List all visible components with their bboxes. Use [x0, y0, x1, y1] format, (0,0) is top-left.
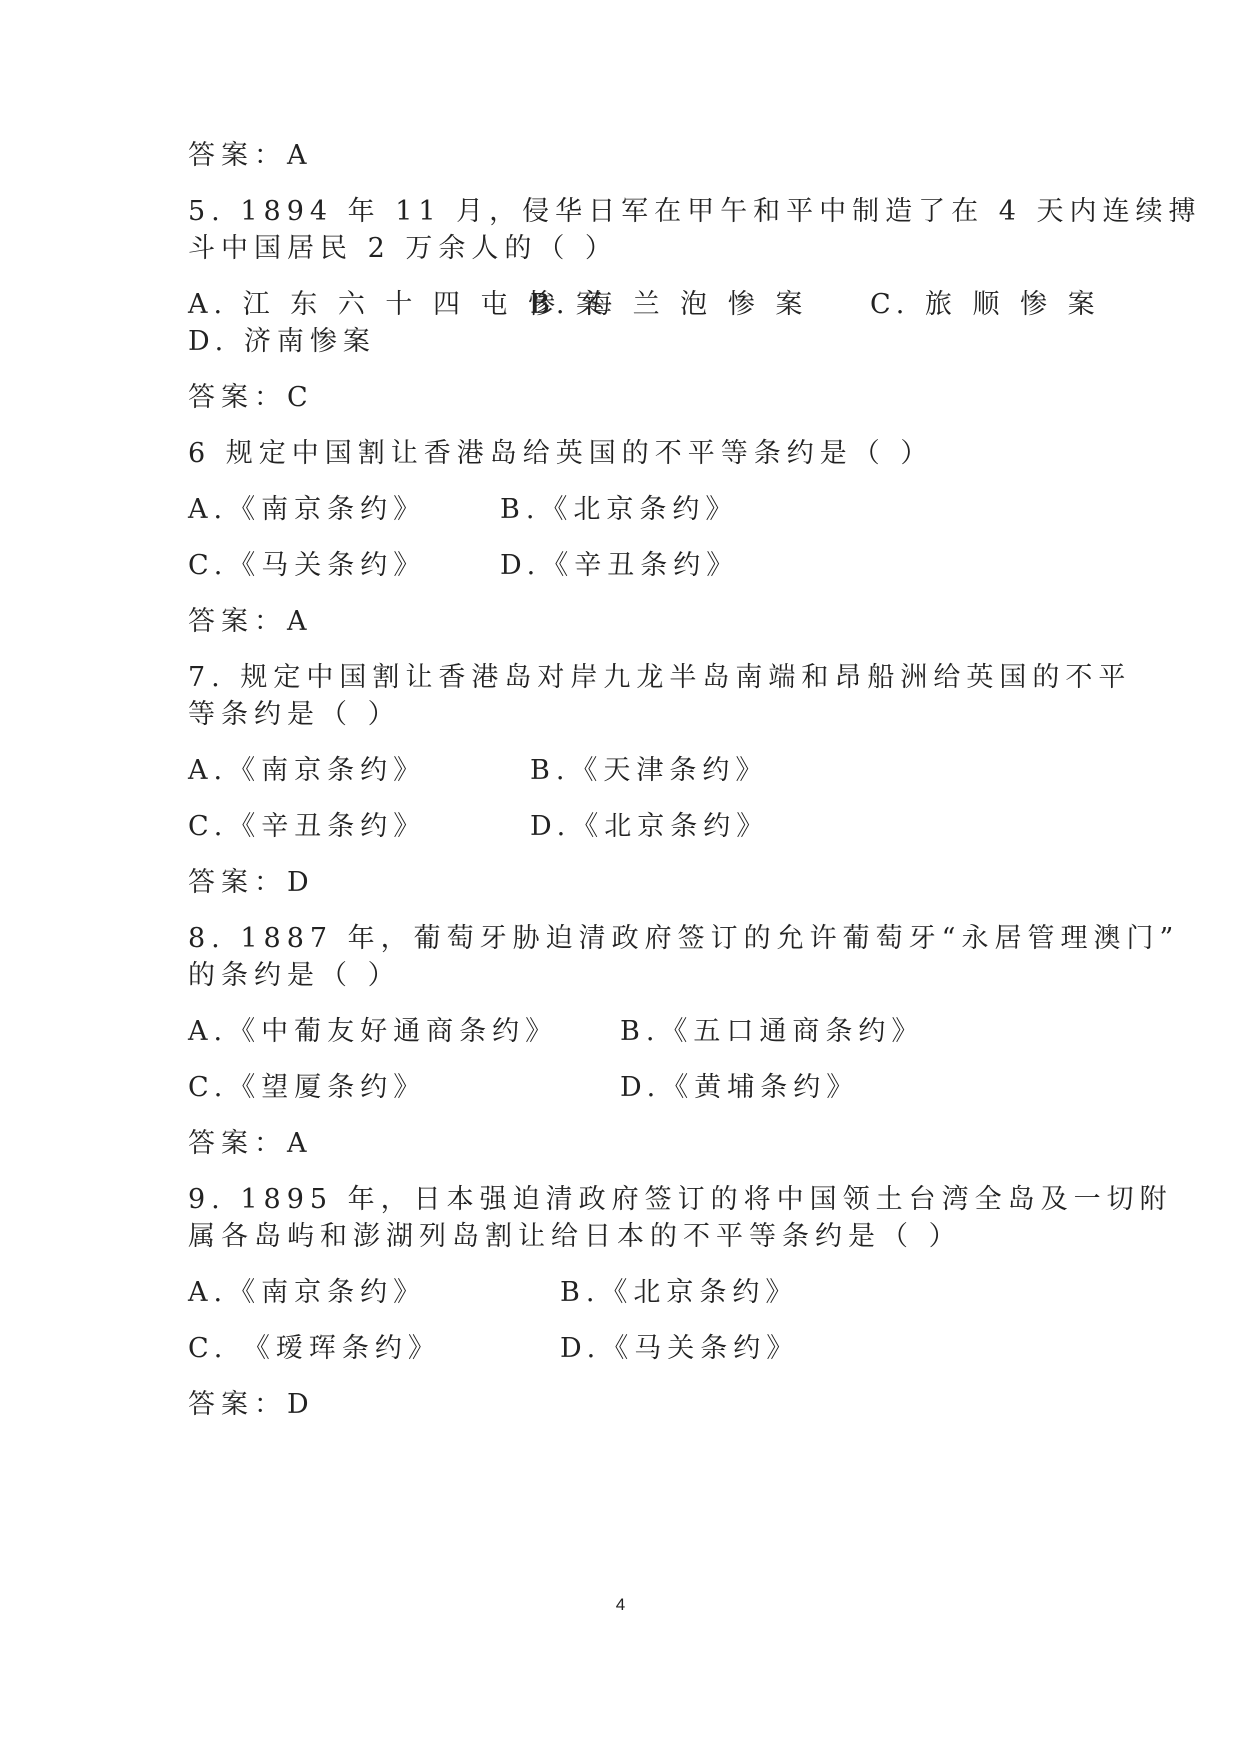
- question-8-stem-line1: 8. 1887 年，葡萄牙胁迫清政府签订的允许葡萄牙“永居管理澳门”: [188, 923, 1180, 954]
- question-8-option-d: D.《黄埔条约》: [620, 1072, 860, 1103]
- question-8-option-c: C.《望厦条约》: [188, 1072, 427, 1103]
- answer-q8: 答案：A: [188, 1128, 313, 1159]
- question-5-option-d: D. 济南惨案: [188, 326, 376, 357]
- question-7-option-a: A.《南京条约》: [188, 755, 427, 786]
- question-8-option-b: B.《五口通商条约》: [620, 1016, 925, 1047]
- question-8-stem-line2: 的条约是（ ）: [188, 960, 401, 991]
- question-9-option-a: A.《南京条约》: [188, 1277, 427, 1308]
- question-9-stem-line1: 9. 1895 年，日本强迫清政府签订的将中国领土台湾全岛及一切附: [188, 1184, 1173, 1215]
- answer-q5: 答案：C: [188, 382, 314, 413]
- question-7-option-d: D.《北京条约》: [530, 811, 770, 842]
- answer-q4: 答案：A: [188, 140, 313, 171]
- question-9-stem-line2: 属各岛屿和澎湖列岛割让给日本的不平等条约是（ ）: [188, 1221, 962, 1252]
- question-9-option-b: B.《北京条约》: [560, 1277, 799, 1308]
- question-6-stem-line1: 6 规定中国割让香港岛给英国的不平等条约是（ ）: [188, 438, 934, 469]
- question-5-stem-line1: 5. 1894 年 11 月，侵华日军在甲午和平中制造了在 4 天内连续搏: [188, 196, 1202, 227]
- question-9-option-c: C. 《瑷珲条约》: [188, 1333, 441, 1364]
- question-9-option-d: D.《马关条约》: [560, 1333, 800, 1364]
- question-5-stem-line2: 斗中国居民 2 万余人的（ ）: [188, 233, 618, 264]
- question-6-option-a: A.《南京条约》: [188, 494, 427, 525]
- answer-q7: 答案：D: [188, 867, 315, 898]
- question-6-option-b: B.《北京条约》: [500, 494, 739, 525]
- question-8-option-a: A.《中葡友好通商条约》: [188, 1016, 559, 1047]
- answer-q9: 答案：D: [188, 1389, 315, 1420]
- page-number: 4: [615, 1595, 626, 1614]
- question-7-stem-line2: 等条约是（ ）: [188, 699, 401, 730]
- answer-q6: 答案：A: [188, 606, 313, 637]
- question-6-option-c: C.《马关条约》: [188, 550, 427, 581]
- question-6-option-d: D.《辛丑条约》: [500, 550, 740, 581]
- question-5-option-b: B. 海 兰 泡 惨 案: [530, 289, 809, 320]
- question-7-option-c: C.《辛丑条约》: [188, 811, 427, 842]
- question-7-stem-line1: 7. 规定中国割让香港岛对岸九龙半岛南端和昂船洲给英国的不平: [188, 662, 1132, 693]
- question-7-option-b: B.《天津条约》: [530, 755, 769, 786]
- question-5-option-c: C. 旅 顺 惨 案: [870, 289, 1101, 320]
- question-5-option-a: A. 江 东 六 十 四 屯 惨 案: [188, 289, 609, 320]
